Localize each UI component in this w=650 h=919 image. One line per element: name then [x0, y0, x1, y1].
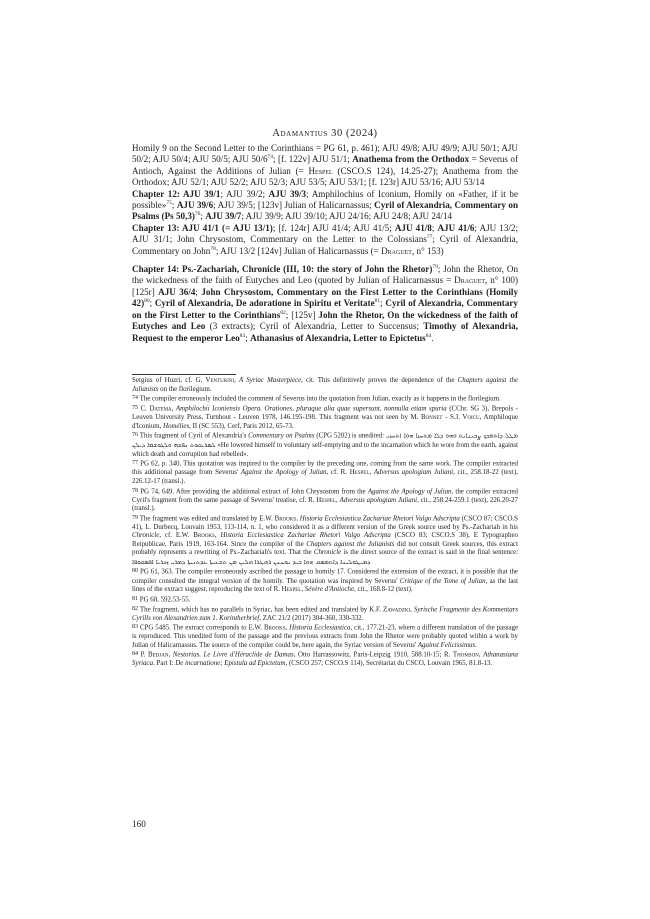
footnote-ref-84[interactable]: 84 [425, 332, 432, 339]
running-head: Adamantius 30 (2024) [272, 128, 378, 139]
footnote-83: 83 CPG 5485. The extract corresponds to E.W. Brooks, Historia Ecclesiastica, cit., 177.21-23, where a different translation of the passage is reproduced. This unedited form of the passage and the previous extracts from John the Rhetor were probably quoted within a work by Julian of Halicarnassus. The source of the compiler could be, here again, the Syriac version of Severus' Against Felicissimus. [132, 624, 519, 649]
footnote-79: 79 The fragment was edited and translated by E.W. Brooks, Historia Ecclesiastica Zachariae Rhetori Vulgo Adscripta (CSCO 87; CSCO.S 41), L. Durbecq, Louvain 1953, 113-114, n. 1, who considered it as a different version of the Greek source used by Ps.-Zachariah in his Chronicle, cf. E.W. Brooks, Historia Ecclesiastica Zachariae Rhetori Vulgo Adscripta (CSCO 83; CSCO.S 38), E Typographeo Reipublicae, Paris 1919, 163-164. Since the compiler of the Chapters against the Julianists did not consult Greek sources, this extract probably represents a rewriting of Ps.-Zachariah's text. That the Chronicle is the direct source of the extract is said in the final sentence: ܗܠܝܢ ܡܢ ܬܫܥܝܬܐ ܥܕܬܢܝܬܐ ܕܡܪܝ ܙܟܪܝܐ ܐܦܣܩܘܦܐ ܕܡܝܛܘܠܝܢܐ ܕܐܬܡܣܩ ܗܘܐ ܒܝܕ ܝܘܚܢܢ ܪܗܛܪܐ [132, 514, 519, 566]
footnote-76: 76 This fragment of Cyril of Alexandria's Commentary on Psalms (CPG 5202) is unedited: ܘܗܘ ܕܠܐ ܡܬܚܙܐ ܗܘܐ ܐܬܚܙܝ ܡܛܠ ܕܐܬܡܟܟ ܨܒܝܢܐܝܬ ܠܣܪܝܩܘܬ ܢܦܫܗ ܘܠܓܘܫܡܐ ܕܝܠܢ «He lowered himself to voluntary self-emptying and to the incarnation which he wore from the earth, against which death and corruption had rebelled». [132, 431, 518, 458]
main-text [132, 143, 518, 344]
paragraph-chapter-14: Chapter 14: Ps.-Zachariah, Chronicle (III, 10: the story of John the Rhetor)$^{79}$; John the Rhetor, On the wickedness of the faith of Eutyches and Leo (quoted by Julian of Halicarnassus = Draguet, n° 100) [125r] AJU 36/4; John Chrysostom, Commentary on the First Letter to the Corinthians (Homily 42)$^{80}$; Cyril of Alexandria, De adoratione in Spiritu et Veritate$^{81}$; Cyril of Alexandria, Commentary on the First Letter to the Corinthians$^{82}$; [125v] John the Rhetor, On the wickedness of the faith of Eutyches and Leo (3 extracts); Cyril of Alexandria, Letter to Succensus; Timothy of Alexandria, Request to the emperor Leo$^{83}$; Athanasius of Alexandria, Letter to Epictetus$^{84}$. [132, 264, 518, 343]
syriac-text: ܘܗܘ ܕܠܐ ܡܬܚܙܐ ܗܘܐ ܐܬܚܙܝ [385, 431, 457, 440]
footnote-78: 78 PG 74, 649. After providing the additional extract of John Chrysostom from the Against the Apology of Julian, the compiler extracted Cyril's fragment from the same passage of Severus' treatise, cf. R. Hespel, Adversus apologiam Juliani, cit., 258.24-259.1 (text), 226.20-27 (transl.). [132, 487, 519, 513]
footnote-75: 75 C. Datema, Amphilochii Iconiensis Opera. Orationes, pluraque alia quae supersunt, nonnulla etiam spuria (CChr. SG 3), Brepols - Leuven University Press, Turnhout - Leuven 1978, 146.195-198. This fragment was not seen by M. Bonnet - S.J. Voicu, Amphiloque d'Iconium, Homélies, II (SC 553), Cerf, Paris 2012, 65-73. [132, 405, 518, 430]
footnote-ref-83[interactable]: 83 [239, 332, 246, 339]
footnote-ref-82[interactable]: 82 [280, 309, 286, 316]
syriac-text: ܕܡܝܛܘܠܝܢܐ ܕܐܬܡܣܩ ܗܘܐ ܒܝܕ ܝܘܚܢܢ ܪܗܛܪܐ [254, 557, 371, 566]
footnote-ref-79[interactable]: 79 [432, 264, 438, 271]
footnote-ref-78[interactable]: 78 [210, 245, 216, 252]
paragraph-chapter-13: Chapter 13: AJU 41/1 (= AJU 13/1); [f. 124r] AJU 41/4; AJU 41/5; AJU 41/8; AJU 41/6; AJU 13/2; AJU 31/1; John Chrysostom, Commentary on the Letter to the Colossians$^{77}$; Cyril of Alexandria, Commentary on John$^{78}$; AJU 13/2 [124v] Julian of Halicarnassus (= Draguet, n° 153) [132, 222, 519, 256]
footnote-ref-80[interactable]: 80 [144, 298, 150, 305]
syriac-text: ܡܛܠ ܕܐܬܡܟܟ ܨܒܝܢܐܝܬ ܠܣܪܝܩܘܬ ܢܦܫܗ ܘܠܓܘܫܡܐ ܕܝܠܢ [132, 431, 518, 450]
footnote-ref-76[interactable]: 76 [194, 211, 201, 218]
footnote-separator [132, 374, 236, 375]
footnote-73-continued: Sergius of Huzri, cf. G. Venturini, A Syriac Masterpiece, cit. This definitively proves the dependence of the Chapters against the Julianists on the florilegium. [132, 377, 518, 393]
page-number: 160 [132, 819, 146, 829]
syriac-text: ܗܠܝܢ ܡܢ ܬܫܥܝܬܐ ܥܕܬܢܝܬܐ ܕܡܪܝ ܙܟܪܝܐ ܐܦܣܩܘܦܐ [132, 557, 253, 566]
paragraph-chapter-11-continued: Homily 9 on the Second Letter to the Corinthians = PG 61, p. 461); AJU 49/8; AJU 49/9; AJU 50/1; AJU 50/2; AJU 50/4; AJU 50/5; AJU $50/6^{74}$; [f. 122v] AJU 51/1; Anathema from the Orthodox = Severus of Antioch, Against the Additions of Julian (= Hespel (CSCO.S 124), 14.25-27); Anathema from the Orthodox; AJU 52/1; AJU 52/2; AJU 52/3; AJU 53/5; AJU 53/1; [f. 123r] AJU 53/16; AJU 53/14 [132, 143, 518, 188]
footnote-81: 81 PG 68, 592.53-55. [132, 595, 191, 604]
paragraph-chapter-12: Chapter 12: AJU 39/1; AJU 39/2; AJU 39/3; Amphilochius of Iconium, Homily on «Father, if it be possible»$^{75}$; AJU 39/6; AJU 39/5; [123v] Julian of Halicarnassus; Cyril of Alexandria, Commentary on Psalms (Ps 50,3)$^{76}$; AJU 39/7; AJU 39/9; AJU 39/10; AJU 24/16; AJU 24/8; AJU 24/14 [132, 188, 518, 222]
footnote-ref-74[interactable]: 74 [267, 154, 274, 161]
footnote-74: 74 The compiler erroneously included the comment of Severus into the quotation from Julian, exactly as it happens in the florilegium. [132, 395, 501, 403]
footnotes [132, 377, 518, 669]
footnote-ref-77[interactable]: 77 [426, 234, 433, 241]
footnote-80: 80 PG 61, 363. The compiler erroneously ascribed the passage to homily 17. Considered the extension of the extract, it is possible that the compiler consulted the integral version of the homily. The quotation was inspired by Severus' Critique of the Tome of Julian, as the last lines of the extract suggest, reproducing the text of R. Hespel, Sévère d'Antioche, cit., 168.8-12 (text). [132, 568, 518, 594]
footnote-82: 82 The fragment, which has no parallels in Syriac, has been edited and translated by K.F. Zawadzki, Syrische Fragmente des Kommentars Cyrills von Alexandrien zum 1. Korintherbrief, ZAC 21/2 (2017) 304-360, 330-332. [132, 605, 519, 622]
footnote-77: 77 PG 62, p. 340. This quotation was inspired to the compiler by the preceding one, coming from the same work. The compiler extracted this additional passage from Severus' Against the Apology of Julian, cf. R. Hespel, Adversus apologiam Juliani, cit., 258.18-22 (text), 226.12-17 (transl.). [132, 460, 518, 486]
footnote-ref-75[interactable]: 75 [166, 200, 172, 206]
footnote-ref-81[interactable]: 81 [374, 298, 381, 305]
footnote-84: 84 P. Bedjan, Nestorius. Le Livre d'Héraclide de Damas, Otto Harrassowitz, Paris-Leipzig 1910, 588.10-15; R. Thomson, Athanasiana Syriaca. Part I: De incarnatione; Epistula ad Epictetum, (CSCO 257; CSCO.S 114), Secrétariat du CSCO, Louvain 1965, 81.8-13. [132, 651, 518, 668]
